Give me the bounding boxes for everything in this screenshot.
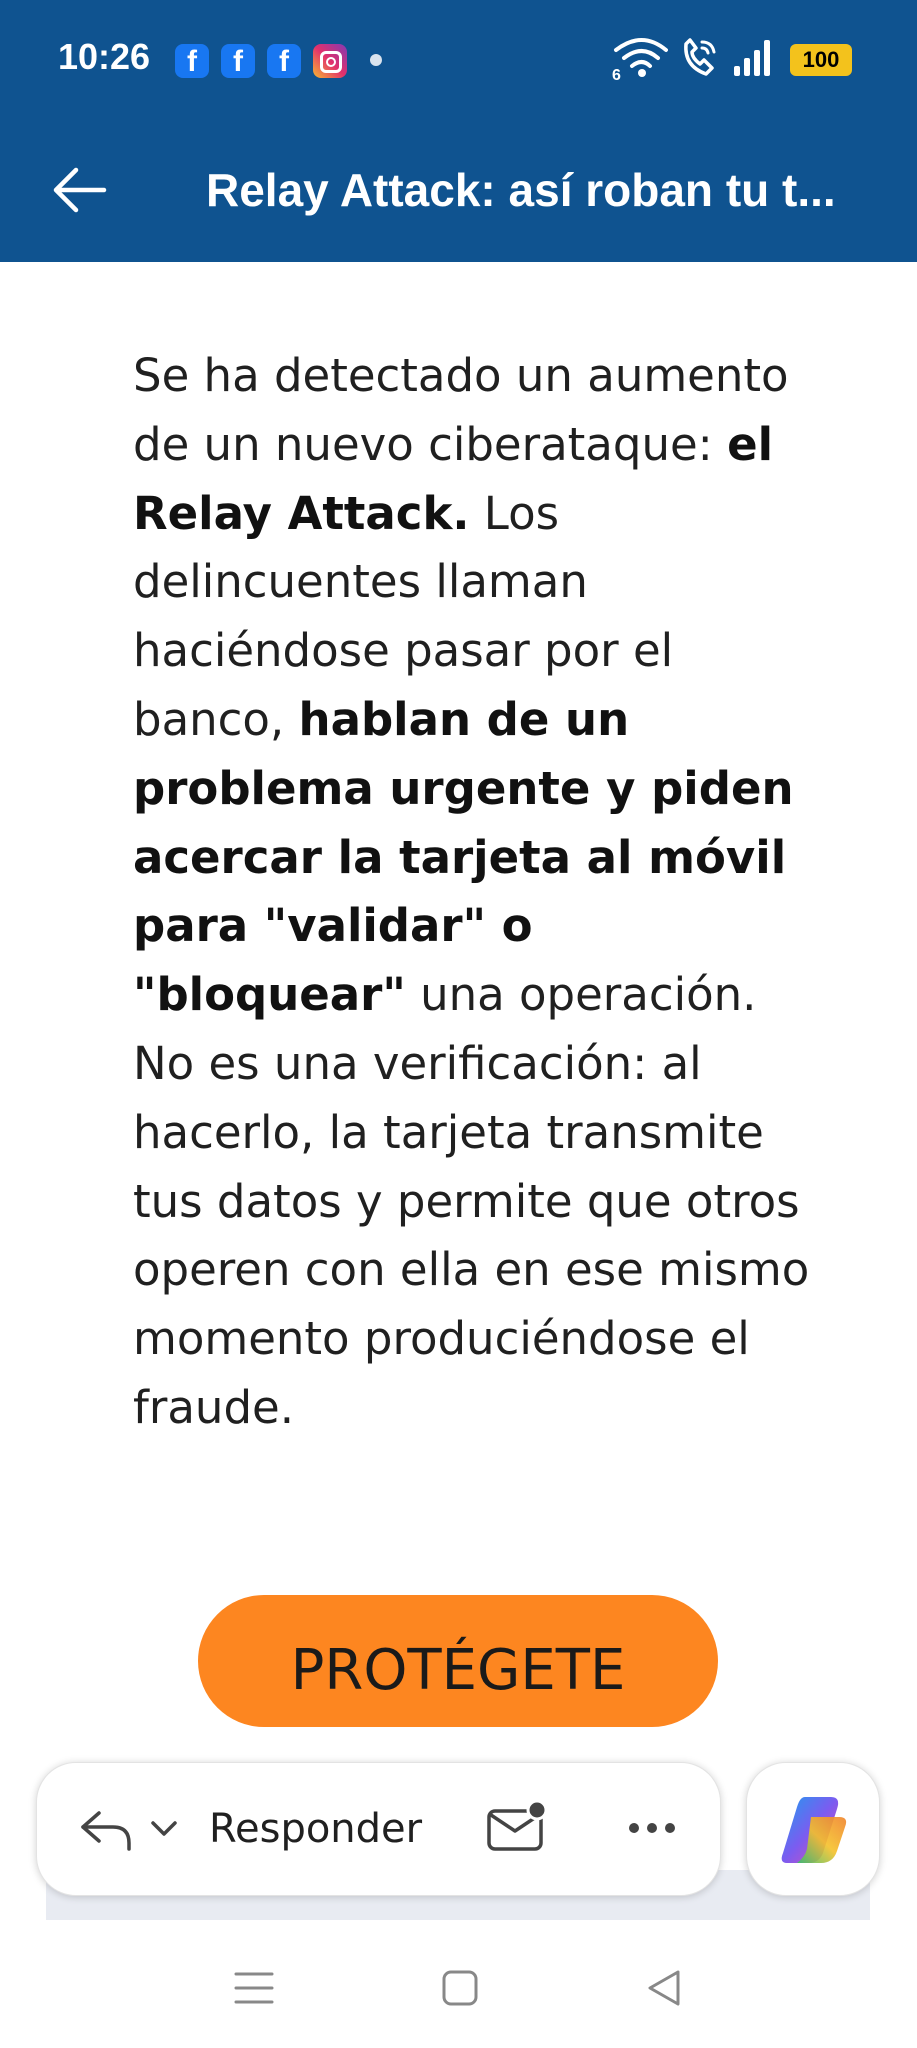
facebook-icon: f bbox=[175, 44, 209, 78]
wifi-label: 6 bbox=[612, 67, 621, 80]
article-text: una operación. No es una verificación: al hacerlo, la tarjeta transmite tus datos y permite que otros operen con ella en ese mismo momento produciéndose el fraude. bbox=[133, 968, 810, 1434]
article-text: Se ha detectado un aumento de un nuevo ciberataque: bbox=[133, 349, 789, 471]
recent-apps-icon[interactable] bbox=[232, 1966, 276, 2010]
mark-unread-icon[interactable] bbox=[485, 1799, 549, 1857]
header bbox=[0, 0, 917, 262]
chevron-down-icon[interactable] bbox=[149, 1819, 179, 1839]
reply-icon[interactable] bbox=[77, 1805, 137, 1853]
more-options-icon[interactable] bbox=[627, 1821, 677, 1835]
home-icon[interactable] bbox=[440, 1966, 480, 2010]
article-text: Los delincuentes llaman haciéndose pasar por el banco, bbox=[133, 486, 674, 746]
status-bar bbox=[0, 0, 917, 120]
facebook-icon: f bbox=[267, 44, 301, 78]
status-time: 10:26 bbox=[58, 36, 151, 77]
copilot-button[interactable] bbox=[746, 1762, 880, 1896]
wifi-icon bbox=[612, 36, 668, 80]
page-title: Relay Attack: así roban tu t... bbox=[206, 164, 836, 216]
system-nav-bar bbox=[0, 1930, 917, 2048]
reply-bar bbox=[36, 1762, 721, 1896]
back-arrow-icon[interactable] bbox=[50, 160, 110, 220]
more-notifications-dot bbox=[370, 54, 382, 66]
app-bar bbox=[0, 120, 917, 262]
signal-icon bbox=[732, 36, 776, 80]
article-bold-text: el Relay Attack. bbox=[133, 417, 774, 540]
back-nav-icon[interactable] bbox=[644, 1966, 684, 2010]
article-bold-text: hablan de un problema urgente y piden acercar la tarjeta al móvil para "validar" o "bloquear" bbox=[133, 692, 794, 1022]
instagram-icon bbox=[313, 44, 347, 78]
protect-cta-button[interactable]: PROTÉGETE bbox=[198, 1595, 718, 1727]
copilot-icon bbox=[775, 1791, 853, 1869]
wifi-call-icon bbox=[680, 36, 720, 80]
reply-button[interactable]: Responder bbox=[209, 1806, 423, 1852]
facebook-icon: f bbox=[221, 44, 255, 78]
battery-indicator: 100 bbox=[790, 44, 852, 76]
article-body bbox=[133, 342, 813, 1443]
